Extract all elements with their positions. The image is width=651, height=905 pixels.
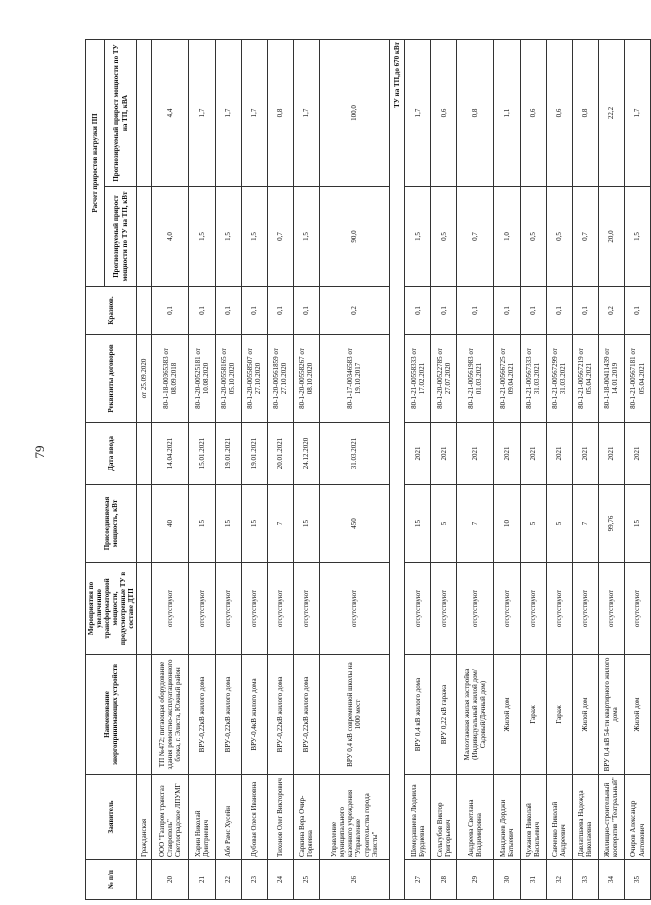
cell-kva: 1,7	[241, 40, 267, 187]
cell-power	[137, 485, 152, 563]
cell-num: 32	[546, 860, 572, 900]
cell-date: 2021	[431, 423, 457, 485]
header-calc-kva: Прогнозируемый прирост мощности по ТУ на ТП, кВА	[104, 40, 137, 187]
cell-date: 31.03.2021	[319, 423, 389, 485]
header-num: № п/п	[86, 860, 137, 900]
table-row	[189, 40, 215, 900]
cell-contract: 80-1-21-00567219 от 05.04.2021	[572, 335, 598, 423]
header-calc-kw: Прогнозируемый прирост мощности по ТУ на ТП, кВт	[104, 187, 137, 287]
cell-kw: 1,5	[215, 187, 241, 287]
cell-kva: 1,7	[293, 40, 319, 187]
cell-contract: 80-1-21-00558333 от 17.02.2021	[405, 335, 431, 423]
table-row	[137, 40, 152, 900]
cell-kw: 1,5	[241, 187, 267, 287]
cell-applicant: Очиров Александр Антонович	[624, 775, 650, 860]
cell-measures: отсутствуют	[431, 563, 457, 655]
table-row	[494, 40, 520, 900]
table-row	[152, 40, 189, 900]
cell-k: 0,1	[457, 287, 494, 335]
cell-num: 21	[189, 860, 215, 900]
cell-device: Малоэтажная жилая застройка (Индивидуальный жилой дом/ Садовый/Дачный дом)	[457, 655, 494, 775]
cell-applicant: ООО "Газпром трансгаз Ставрополь" Светлоградское ЛПУМГ	[152, 775, 189, 860]
cell-kva: 1,7	[215, 40, 241, 187]
cell-device: ВРУ 0,22 кВ гаража	[431, 655, 457, 775]
cell-contract: 80-1-21-00566725 от 09.04.2021	[494, 335, 520, 423]
cell-device: ВРУ 0,4 кВ современной школы на 1000 мест	[319, 655, 389, 775]
cell-num: 33	[572, 860, 598, 900]
cell-device: ТП №472; питающая оборудование здания ремонтно-эксплуатационного блока, г. Элиста, Южный район	[152, 655, 189, 775]
cell-power: 15	[624, 485, 650, 563]
cell-power: 15	[293, 485, 319, 563]
cell-kva: 0,6	[431, 40, 457, 187]
cell-applicant: Управление муниципального казенного учреждения "Управление строительства города Элисты"	[319, 775, 389, 860]
cell-date: 2021	[457, 423, 494, 485]
cell-kva: 1,7	[624, 40, 650, 187]
table-row	[546, 40, 572, 900]
cell-device: Жилой дом	[572, 655, 598, 775]
header-row-group	[86, 40, 105, 900]
header-measures: Мероприятия по увеличению трансформаторной мощности, предусмотренные ТУ в составе ДТП	[86, 563, 137, 655]
table-row	[293, 40, 319, 900]
cell-power: 15	[241, 485, 267, 563]
cell-num	[137, 860, 152, 900]
cell-device: ВРУ-0,22кВ жилого дома	[267, 655, 293, 775]
cell-measures: отсутствуют	[546, 563, 572, 655]
table-row	[405, 40, 431, 900]
cell-applicant: Саркина Вера Очир-Горяевна	[293, 775, 319, 860]
cell-num: 31	[520, 860, 546, 900]
cell-measures: отсутствуют	[405, 563, 431, 655]
cell-applicant: Харин Николай Дмитриевич	[189, 775, 215, 860]
cell-kw: 0,7	[267, 187, 293, 287]
cell-measures: отсутствуют	[457, 563, 494, 655]
cell-kw: 0,7	[572, 187, 598, 287]
cell-applicant: Гражданская	[137, 775, 152, 860]
cell-date: 19.01.2021	[241, 423, 267, 485]
cell-kw: 0,5	[431, 187, 457, 287]
cell-kw: 1,5	[189, 187, 215, 287]
cell-kva: 22,2	[598, 40, 624, 187]
cell-date	[137, 423, 152, 485]
cell-date: 2021	[546, 423, 572, 485]
cell-power: 7	[267, 485, 293, 563]
cell-power: 450	[319, 485, 389, 563]
cell-device: ВРУ 0,4 кВ жилого дома	[405, 655, 431, 775]
header-applicant: Заявитель	[86, 775, 137, 860]
cell-kw: 90,0	[319, 187, 389, 287]
cell-applicant: Давлатшаева Надежда Николаевна	[572, 775, 598, 860]
cell-k: 0,2	[319, 287, 389, 335]
cell-k	[137, 287, 152, 335]
header-power: Присоединяемая мощность, кВт	[86, 485, 137, 563]
cell-power: 5	[431, 485, 457, 563]
cell-power: 15	[405, 485, 431, 563]
table-row	[319, 40, 389, 900]
cell-measures: отсутствуют	[189, 563, 215, 655]
cell-date: 19.01.2021	[215, 423, 241, 485]
cell-contract: 80-1-18-00411439 от 14.01.2019	[598, 335, 624, 423]
cell-num: 27	[405, 860, 431, 900]
cell-num: 23	[241, 860, 267, 900]
cell-contract: 80-1-21-00567299 от 31.03.2021	[546, 335, 572, 423]
cell-applicant: Дубовая Олеся Ивановна	[241, 775, 267, 860]
cell-contract: 80-1-20-00558267 от 08.10.2020	[293, 335, 319, 423]
header-contract: Реквизиты договоров	[86, 335, 137, 423]
table-row	[267, 40, 293, 900]
cell-k: 0,1	[494, 287, 520, 335]
cell-measures: отсутствуют	[152, 563, 189, 655]
cell-kva: 1,1	[494, 40, 520, 187]
cell-kva: 4,4	[152, 40, 189, 187]
cell-num: 25	[293, 860, 319, 900]
table-row	[520, 40, 546, 900]
cell-k: 0,1	[572, 287, 598, 335]
cell-measures: отсутствуют	[494, 563, 520, 655]
cell-k: 0,1	[189, 287, 215, 335]
cell-device: ВРУ-0,22кВ жилого дома	[189, 655, 215, 775]
cell-k: 0,2	[598, 287, 624, 335]
cell-contract: 80-1-17-00346583 от 19.10.2017	[319, 335, 389, 423]
page-number: 79	[32, 445, 47, 459]
cell-kva	[137, 40, 152, 187]
cell-contract: 80-1-20-00525181 от 10.08.2020	[189, 335, 215, 423]
cell-power: 5	[520, 485, 546, 563]
cell-k: 0,1	[241, 287, 267, 335]
table-row	[241, 40, 267, 900]
cell-kw: 1,5	[405, 187, 431, 287]
cell-device: Жилой дом	[624, 655, 650, 775]
cell-kva: 0,6	[546, 40, 572, 187]
cell-num: 34	[598, 860, 624, 900]
cell-kva: 0,8	[267, 40, 293, 187]
cell-measures: отсутствуют	[293, 563, 319, 655]
cell-date: 2021	[598, 423, 624, 485]
load-growth-table	[85, 39, 651, 900]
cell-measures: отсутствуют	[572, 563, 598, 655]
table-row	[215, 40, 241, 900]
rotated-table-frame	[85, 40, 646, 900]
cell-kw: 4,0	[152, 187, 189, 287]
cell-kva: 0,8	[572, 40, 598, 187]
table-row	[624, 40, 650, 900]
cell-contract: 80-1-20-00522785 от 27.07.2020	[431, 335, 457, 423]
cell-k: 0,1	[431, 287, 457, 335]
cell-kva: 1,7	[405, 40, 431, 187]
cell-contract: 80-1-21-00567333 от 31.03.2021	[520, 335, 546, 423]
header-date: Дата ввода	[86, 423, 137, 485]
section-row	[390, 40, 405, 900]
table-row	[457, 40, 494, 900]
cell-measures: отсутствуют	[598, 563, 624, 655]
cell-power: 7	[457, 485, 494, 563]
cell-power: 99,76	[598, 485, 624, 563]
cell-power: 10	[494, 485, 520, 563]
cell-measures: отсутствуют	[215, 563, 241, 655]
cell-power: 15	[189, 485, 215, 563]
cell-kva: 100,0	[319, 40, 389, 187]
cell-device: ВРУ-0,22кВ жилого дома	[293, 655, 319, 775]
cell-measures: отсутствуют	[520, 563, 546, 655]
cell-applicant: Шемедашиева Людмила Бурдиевна	[405, 775, 431, 860]
cell-num: 35	[624, 860, 650, 900]
cell-applicant: Савченко Николай Андреевич	[546, 775, 572, 860]
cell-measures: отсутствуют	[241, 563, 267, 655]
cell-measures: отсутствуют	[267, 563, 293, 655]
header-calc-group: Расчет приростов нагрузки ПП	[86, 40, 105, 287]
cell-kva: 0,6	[520, 40, 546, 187]
cell-applicant: Тихонов Олег Викторович	[267, 775, 293, 860]
rotated-table-wrapper	[85, 40, 646, 900]
cell-device: ВРУ-0,4кВ жилого дома	[241, 655, 267, 775]
cell-power: 5	[546, 485, 572, 563]
cell-kw: 1,5	[624, 187, 650, 287]
cell-measures: отсутствуют	[624, 563, 650, 655]
cell-kva: 1,7	[189, 40, 215, 187]
cell-k: 0,1	[215, 287, 241, 335]
cell-applicant: Андреева Светлана Владимировна	[457, 775, 494, 860]
cell-kw: 0,5	[520, 187, 546, 287]
cell-power: 7	[572, 485, 598, 563]
cell-date: 2021	[572, 423, 598, 485]
cell-date: 2021	[494, 423, 520, 485]
table-row	[598, 40, 624, 900]
cell-contract: от 25.09.2020	[137, 335, 152, 423]
cell-date: 2021	[520, 423, 546, 485]
cell-contract: 80-1-21-00567181 от 05.04.2021	[624, 335, 650, 423]
cell-kw: 0,5	[546, 187, 572, 287]
cell-kw: 0,7	[457, 187, 494, 287]
cell-contract: 80-1-18-00365383 от 08.09.2018	[152, 335, 189, 423]
cell-applicant: Жилищно-строительный кооператив "Театральный"	[598, 775, 624, 860]
cell-date: 20.01.2021	[267, 423, 293, 485]
cell-contract: 80-1-20-00561859 от 27.10.2020	[267, 335, 293, 423]
cell-contract: 80-1-20-00558507 от 27.10.2020	[241, 335, 267, 423]
table-row	[431, 40, 457, 900]
cell-k: 0,1	[624, 287, 650, 335]
cell-num: 29	[457, 860, 494, 900]
cell-applicant: Абе Рамс Хусейн	[215, 775, 241, 860]
cell-kw: 20,0	[598, 187, 624, 287]
cell-k: 0,1	[293, 287, 319, 335]
cell-num: 24	[267, 860, 293, 900]
cell-applicant: Чужанов Николай Васильевич	[520, 775, 546, 860]
cell-num: 26	[319, 860, 389, 900]
cell-measures	[137, 563, 152, 655]
cell-k: 0,1	[405, 287, 431, 335]
cell-kw: 1,0	[494, 187, 520, 287]
cell-date: 15.01.2021	[189, 423, 215, 485]
cell-kw: 1,5	[293, 187, 319, 287]
cell-applicant: Сельтубов Виктор Григорьевич	[431, 775, 457, 860]
cell-power: 15	[215, 485, 241, 563]
header-device: Наименование энергопринимающих устройств	[86, 655, 137, 775]
cell-k: 0,1	[520, 287, 546, 335]
cell-kw	[137, 187, 152, 287]
cell-power: 40	[152, 485, 189, 563]
cell-device	[137, 655, 152, 775]
cell-contract: 80-1-21-00561983 от 01.03.2021	[457, 335, 494, 423]
cell-measures: отсутствуют	[319, 563, 389, 655]
cell-device: ВРУ-0,22кВ жилого дома	[215, 655, 241, 775]
cell-date: 2021	[405, 423, 431, 485]
header-k: Кразнов.	[86, 287, 137, 335]
section-label: ТУ на ТП,до 670 кВт	[390, 40, 405, 900]
cell-kva: 0,8	[457, 40, 494, 187]
cell-date: 14.04.2021	[152, 423, 189, 485]
cell-num: 28	[431, 860, 457, 900]
cell-k: 0,1	[546, 287, 572, 335]
cell-device: Гараж	[520, 655, 546, 775]
cell-device: Гараж	[546, 655, 572, 775]
cell-date: 2021	[624, 423, 650, 485]
cell-device: Жилой дом	[494, 655, 520, 775]
cell-contract: 80-1-20-00558165 от 05.10.2020	[215, 335, 241, 423]
cell-k: 0,1	[152, 287, 189, 335]
cell-date: 24.12.2020	[293, 423, 319, 485]
cell-num: 30	[494, 860, 520, 900]
table-row	[572, 40, 598, 900]
cell-num: 22	[215, 860, 241, 900]
cell-k: 0,1	[267, 287, 293, 335]
table-body	[137, 40, 651, 900]
cell-num: 20	[152, 860, 189, 900]
cell-device: ВРУ 0,4 кВ 54-ти квартирного жилого дома	[598, 655, 624, 775]
cell-applicant: Манджиев Дорджи Батыевич	[494, 775, 520, 860]
